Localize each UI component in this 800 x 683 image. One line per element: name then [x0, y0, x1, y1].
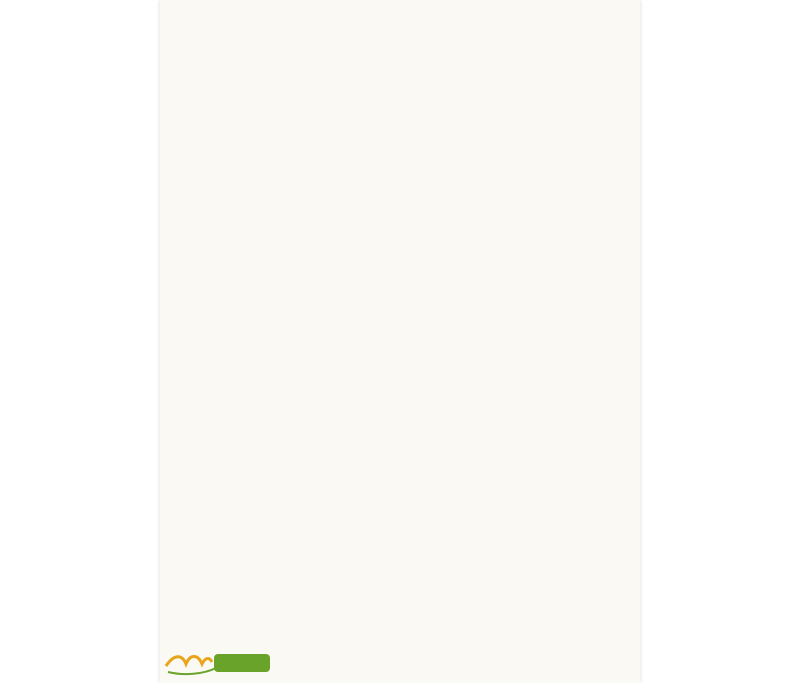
logo-swoosh-icon	[164, 648, 274, 678]
book-page	[160, 0, 640, 683]
muslimshop-logo[interactable]	[164, 648, 274, 678]
